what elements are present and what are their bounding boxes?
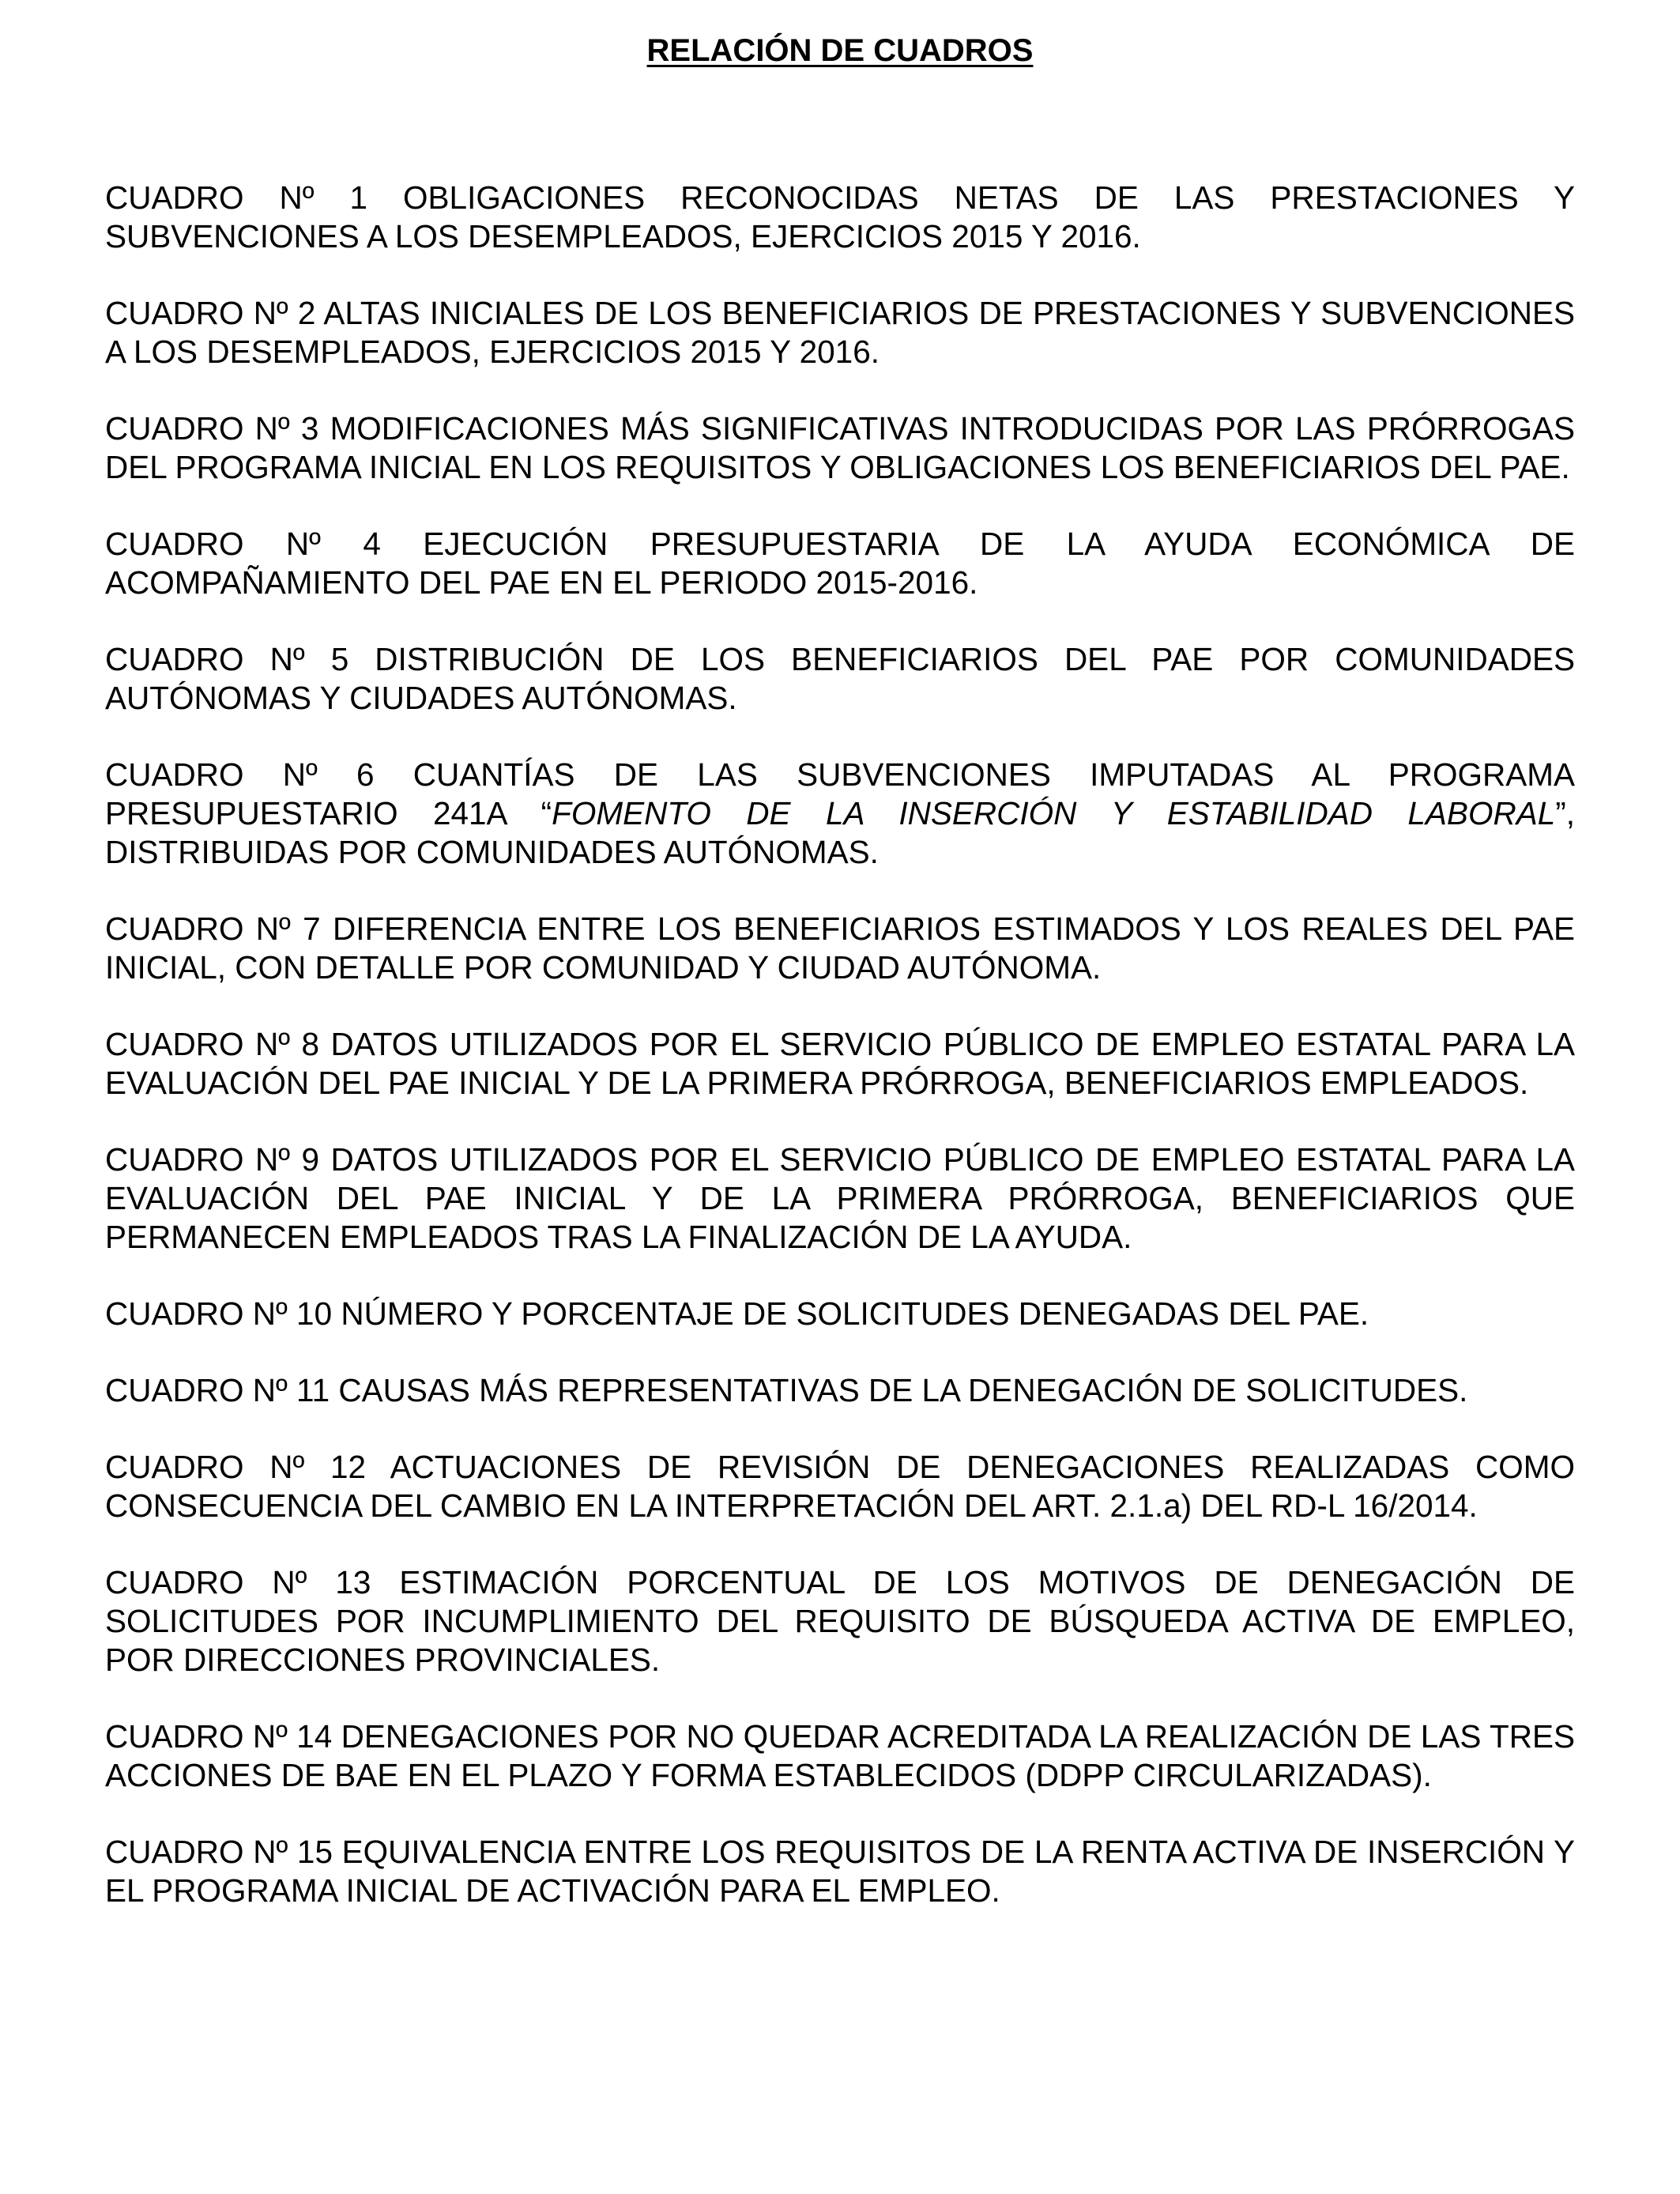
list-item-cuadro-3: CUADRO Nº 3 MODIFICACIONES MÁS SIGNIFICATIVAS INTRODUCIDAS POR LAS PRÓRROGAS DEL PROGRAMA INICIAL EN LOS REQUISITOS Y OBLIGACIONES LOS BENEFICIARIOS DEL PAE. (105, 410, 1575, 485)
list-item-cuadro-4: CUADRO Nº 4 EJECUCIÓN PRESUPUESTARIA DE LA AYUDA ECONÓMICA DE ACOMPAÑAMIENTO DEL PAE EN EL PERIODO 2015-2016. (105, 526, 1575, 601)
list-item-cuadro-12: CUADRO Nº 12 ACTUACIONES DE REVISIÓN DE DENEGACIONES REALIZADAS COMO CONSECUENCIA DEL CAMBIO EN LA INTERPRETACIÓN DEL ART. 2.1.a) DEL RD-L 16/2014. (105, 1449, 1575, 1524)
cuadro-6-text-after: ”, DISTRIBUIDAS POR COMUNIDADES AUTÓNOMAS. (105, 795, 1575, 870)
list-item-cuadro-1: CUADRO Nº 1 OBLIGACIONES RECONOCIDAS NETAS DE LAS PRESTACIONES Y SUBVENCIONES A LOS DESEMPLEADOS, EJERCICIOS 2015 Y 2016. (105, 179, 1575, 254)
page-title: RELACIÓN DE CUADROS (646, 33, 1034, 68)
list-item-cuadro-9: CUADRO Nº 9 DATOS UTILIZADOS POR EL SERVICIO PÚBLICO DE EMPLEO ESTATAL PARA LA EVALUACIÓN DEL PAE INICIAL Y DE LA PRIMERA PRÓRROGA, BENEFICIARIOS QUE PERMANECEN EMPLEADOS TRAS LA FINALIZACIÓN DE LA AYUDA. (105, 1141, 1575, 1255)
list-item-cuadro-8: CUADRO Nº 8 DATOS UTILIZADOS POR EL SERVICIO PÚBLICO DE EMPLEO ESTATAL PARA LA EVALUACIÓN DEL PAE INICIAL Y DE LA PRIMERA PRÓRROGA, BENEFICIARIOS EMPLEADOS. (105, 1026, 1575, 1101)
list-item-cuadro-11: CUADRO Nº 11 CAUSAS MÁS REPRESENTATIVAS DE LA DENEGACIÓN DE SOLICITUDES. (105, 1372, 1468, 1408)
list-item-cuadro-7: CUADRO Nº 7 DIFERENCIA ENTRE LOS BENEFICIARIOS ESTIMADOS Y LOS REALES DEL PAE INICIAL, CON DETALLE POR COMUNIDAD Y CIUDAD AUTÓNOMA. (105, 910, 1575, 986)
list-item-cuadro-10: CUADRO Nº 10 NÚMERO Y PORCENTAJE DE SOLICITUDES DENEGADAS DEL PAE. (105, 1295, 1369, 1332)
list-item-cuadro-13: CUADRO Nº 13 ESTIMACIÓN PORCENTUAL DE LOS MOTIVOS DE DENEGACIÓN DE SOLICITUDES POR INCUMPLIMIENTO DEL REQUISITO DE BÚSQUEDA ACTIVA DE EMPLEO, POR DIRECCIONES PROVINCIALES. (105, 1564, 1575, 1678)
list-item-cuadro-2: CUADRO Nº 2 ALTAS INICIALES DE LOS BENEFICIARIOS DE PRESTACIONES Y SUBVENCIONES A LOS DESEMPLEADOS, EJERCICIOS 2015 Y 2016. (105, 295, 1575, 370)
list-item-cuadro-15: CUADRO Nº 15 EQUIVALENCIA ENTRE LOS REQUISITOS DE LA RENTA ACTIVA DE INSERCIÓN Y EL PROGRAMA INICIAL DE ACTIVACIÓN PARA EL EMPLEO. (105, 1834, 1575, 1909)
list-item-cuadro-6 (105, 756, 1575, 872)
list-item-cuadro-14: CUADRO Nº 14 DENEGACIONES POR NO QUEDAR ACREDITADA LA REALIZACIÓN DE LAS TRES ACCIONES DE BAE EN EL PLAZO Y FORMA ESTABLECIDOS (DDPP CIRCULARIZADAS). (105, 1718, 1575, 1793)
table-list (105, 179, 1575, 1948)
cuadro-6-text-before: CUADRO Nº 6 CUANTÍAS DE LAS SUBVENCIONES IMPUTADAS AL PROGRAMA PRESUPUESTARIO 241A “ (105, 756, 1575, 831)
cuadro-6-program-name: FOMENTO DE LA INSERCIÓN Y ESTABILIDAD LABORAL (552, 795, 1556, 831)
list-item-cuadro-5: CUADRO Nº 5 DISTRIBUCIÓN DE LOS BENEFICIARIOS DEL PAE POR COMUNIDADES AUTÓNOMAS Y CIUDADES AUTÓNOMAS. (105, 641, 1575, 716)
